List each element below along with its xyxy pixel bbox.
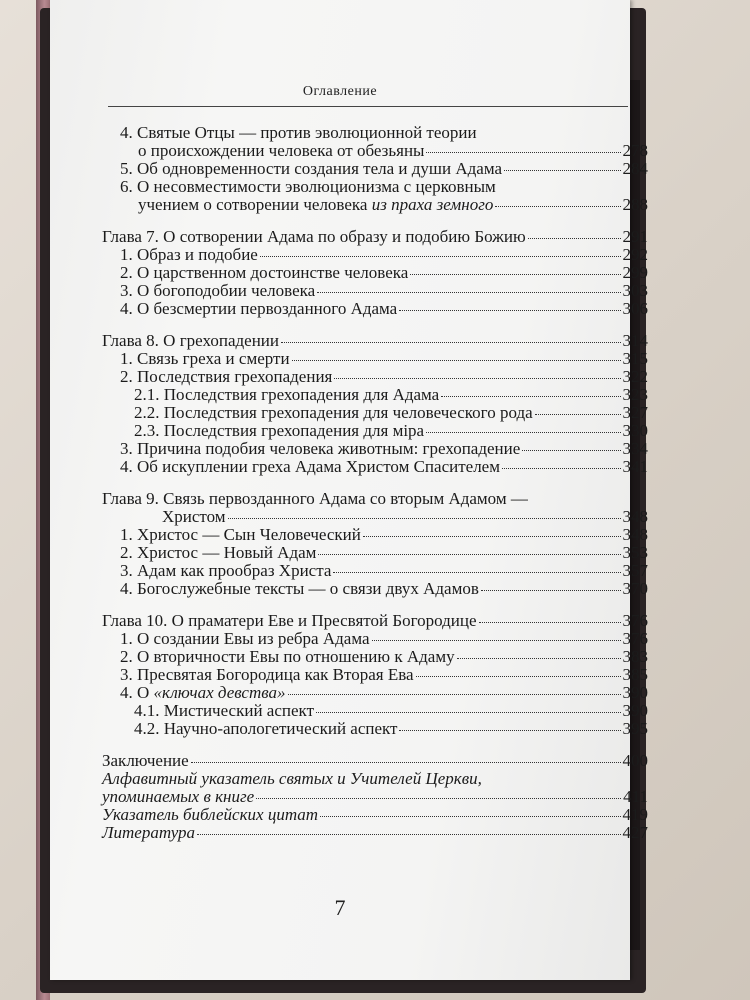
leader-dots xyxy=(399,729,620,731)
toc-entry-page: 376 xyxy=(622,629,648,648)
toc-entry-page: 411 xyxy=(623,787,648,806)
toc-entry-page: 314 xyxy=(622,331,648,350)
toc-entry-title: 4.2. Научно-апологетический аспект xyxy=(134,719,398,738)
leader-dots xyxy=(288,693,621,695)
leader-dots xyxy=(320,815,620,817)
toc-entry-page: 390 xyxy=(622,683,648,702)
toc-entry-text: 4. Святые Отцы — против эволюционной теории xyxy=(120,123,477,142)
leader-dots xyxy=(333,571,620,573)
toc-entry-page: 348 xyxy=(622,525,648,544)
toc-entry xyxy=(102,562,648,580)
toc-entry xyxy=(102,806,648,824)
header-rule xyxy=(108,106,628,107)
toc-entry-page: 284 xyxy=(622,159,648,178)
leader-dots xyxy=(441,395,620,397)
toc-entry xyxy=(102,422,648,440)
page-header: Оглавление xyxy=(302,84,378,99)
toc-entry-title: 1. Связь греха и смерти xyxy=(120,349,290,368)
toc-chapter xyxy=(102,612,648,630)
toc-entry-title: Литература xyxy=(102,823,196,842)
leader-dots xyxy=(457,657,621,659)
leader-dots xyxy=(410,273,620,275)
toc-entry-title: 4. О «ключах девства» xyxy=(120,683,286,702)
toc-entry xyxy=(102,458,648,476)
toc-chapter-title: Глава 8. О грехопадении xyxy=(102,331,279,350)
leader-dots xyxy=(372,639,621,641)
toc-entry-page: 390 xyxy=(622,701,648,720)
toc-entry-page: 385 xyxy=(622,665,648,684)
leader-dots xyxy=(318,553,620,555)
toc-entry-page: 348 xyxy=(622,507,648,526)
toc-entry xyxy=(102,630,648,648)
toc-entry-page: 322 xyxy=(622,367,648,386)
toc-chapter xyxy=(102,228,648,246)
toc-entry-page: 353 xyxy=(622,543,648,562)
leader-dots xyxy=(256,797,621,799)
toc-entry xyxy=(102,386,648,404)
toc-entry-page: 330 xyxy=(622,421,648,440)
toc-entry xyxy=(102,404,648,422)
toc-entry xyxy=(102,300,648,318)
toc-entry-page: 419 xyxy=(622,805,648,824)
toc-entry-title: 1. Образ и подобие xyxy=(120,245,258,264)
toc-entry xyxy=(102,684,648,702)
leader-dots xyxy=(504,169,620,171)
toc-chapter xyxy=(102,508,648,526)
toc-entry-page: 299 xyxy=(622,263,648,282)
leader-dots xyxy=(479,621,621,623)
toc-entry-title: 2. Христос — Новый Адам xyxy=(120,543,317,562)
toc-entry-title: о происхождении человека от обезьяны xyxy=(138,141,425,160)
leader-dots xyxy=(363,535,621,537)
toc-entry-page: 370 xyxy=(622,579,648,598)
toc-entry-title: 4. Богослужебные тексты — о связи двух Адамов xyxy=(120,579,479,598)
toc-entry-page: 327 xyxy=(622,403,648,422)
toc-entry xyxy=(102,264,648,282)
toc-entry-page: 383 xyxy=(622,647,648,666)
toc-entry-page: 303 xyxy=(622,281,648,300)
toc-entry-title: 4. Об искуплении греха Адама Христом Спасителем xyxy=(120,457,500,476)
toc-entry-page: 315 xyxy=(622,349,648,368)
toc-entry-title: 1. О создании Евы из ребра Адама xyxy=(120,629,370,648)
toc-entry-title: учением о сотворении человека из праха земного xyxy=(138,195,494,214)
toc-chapter-title: Христом xyxy=(162,507,226,526)
toc-entry-title: 2.3. Последствия грехопадения для міра xyxy=(134,421,425,440)
leader-dots xyxy=(522,449,620,451)
leader-dots xyxy=(416,675,621,677)
toc-entry xyxy=(102,788,648,806)
toc-entry-page: 357 xyxy=(622,561,648,580)
toc-entry-title: 2. Последствия грехопадения xyxy=(120,367,333,386)
toc-entry-page: 427 xyxy=(622,823,648,842)
toc-entry-page: 292 xyxy=(622,245,648,264)
toc-entry-title: 3. Причина подобия человека животным: грехопадение xyxy=(120,439,521,458)
leader-dots xyxy=(399,309,620,311)
toc-entry xyxy=(102,526,648,544)
toc-entry-title: 2.1. Последствия грехопадения для Адама xyxy=(134,385,440,404)
leader-dots xyxy=(197,833,620,835)
toc-entry-title: 5. Об одновременности создания тела и души Адама xyxy=(120,159,503,178)
toc-entry xyxy=(102,246,648,264)
toc-entry xyxy=(102,720,648,738)
toc-entry xyxy=(102,160,648,178)
toc-entry xyxy=(102,544,648,562)
leader-dots xyxy=(426,151,620,153)
toc-entry-title: 4.1. Мистический аспект xyxy=(134,701,315,720)
toc-entry-title: 1. Христос — Сын Человеческий xyxy=(120,525,361,544)
toc-entry xyxy=(102,824,648,842)
leader-dots xyxy=(260,255,621,257)
toc-entry-page: 306 xyxy=(622,299,648,318)
toc-entry-title: 2.2. Последствия грехопадения для человеческого рода xyxy=(134,403,533,422)
leader-dots xyxy=(426,431,620,433)
toc-entry-title: 3. Адам как прообраз Христа xyxy=(120,561,332,580)
toc-entry-page: 278 xyxy=(622,141,648,160)
toc-entry-title: упоминаемых в книге xyxy=(102,787,255,806)
toc-chapter-title: Глава 7. О сотворении Адама по образу и подобию Божию xyxy=(102,227,526,246)
leader-dots xyxy=(495,205,620,207)
toc-entry-title: Указатель библейских цитат xyxy=(102,805,319,824)
toc-entry xyxy=(102,282,648,300)
leader-dots xyxy=(481,589,621,591)
toc-entry-title: 2. О царственном достоинстве человека xyxy=(120,263,409,282)
toc-chapter-title: Глава 10. О праматери Еве и Пресвятой Богородице xyxy=(102,611,477,630)
toc-chapter-title: Глава 9. Связь первозданного Адама со вторым Адамом — xyxy=(102,489,528,508)
leader-dots xyxy=(317,291,620,293)
leader-dots xyxy=(334,377,620,379)
toc-entry xyxy=(102,648,648,666)
toc-entry-page: 334 xyxy=(622,439,648,458)
leader-dots xyxy=(191,761,621,763)
toc-entry-title: 4. О безсмертии первозданного Адама xyxy=(120,299,398,318)
toc-entry-title: 3. О богоподобии человека xyxy=(120,281,316,300)
toc-entry-text: Алфавитный указатель святых и Учителей Церкви, xyxy=(102,769,482,788)
toc-entry-title: 2. О вторичности Евы по отношению к Адаму xyxy=(120,647,455,666)
leader-dots xyxy=(528,237,621,239)
toc-entry-page: 291 xyxy=(622,227,648,246)
toc-entry-page: 376 xyxy=(622,611,648,630)
book-page xyxy=(50,0,648,980)
leader-dots xyxy=(535,413,621,415)
toc-entry-page: 323 xyxy=(622,385,648,404)
toc-entry xyxy=(102,142,648,160)
leader-dots xyxy=(292,359,621,361)
toc-entry xyxy=(102,440,648,458)
leader-dots xyxy=(281,341,621,343)
toc-entry xyxy=(102,702,648,720)
page-number: 7 xyxy=(334,895,346,920)
toc-chapter xyxy=(102,332,648,350)
toc-entry-page: 395 xyxy=(622,719,648,738)
toc-entry-text: 6. О несовместимости эволюционизма с церковным xyxy=(120,177,496,196)
table-of-contents xyxy=(102,124,648,842)
toc-entry xyxy=(102,196,648,214)
toc-entry-title: Заключение xyxy=(102,751,189,770)
leader-dots xyxy=(316,711,620,713)
toc-entry-title: 3. Пресвятая Богородица как Вторая Ева xyxy=(120,665,414,684)
toc-entry xyxy=(102,666,648,684)
toc-entry-page: 288 xyxy=(622,195,648,214)
toc-entry xyxy=(102,580,648,598)
toc-entry-page: 400 xyxy=(622,751,648,770)
toc-entry xyxy=(102,752,648,770)
toc-entry-page: 341 xyxy=(622,457,648,476)
leader-dots xyxy=(228,517,621,519)
toc-entry xyxy=(102,350,648,368)
leader-dots xyxy=(502,467,621,469)
toc-entry xyxy=(102,368,648,386)
